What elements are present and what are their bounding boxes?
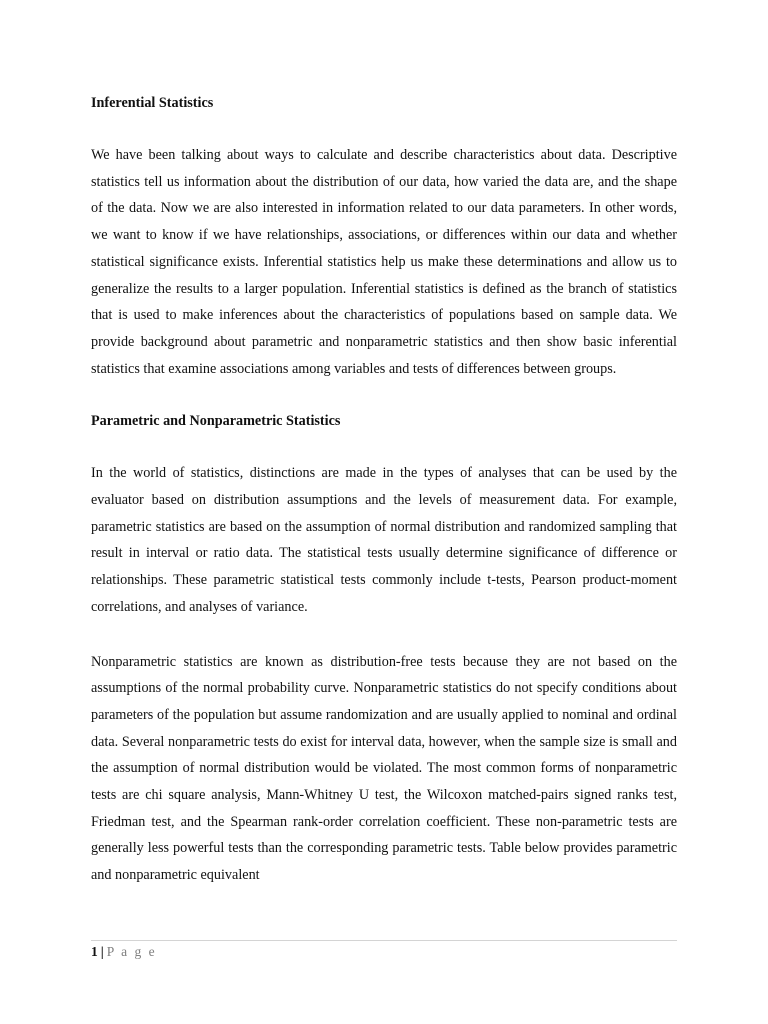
page-number: 1 bbox=[91, 944, 98, 959]
section-heading-inferential-statistics: Inferential Statistics bbox=[91, 95, 214, 111]
document-body bbox=[91, 92, 677, 889]
footer-divider bbox=[91, 940, 677, 941]
paragraph-inferential-intro: We have been talking about ways to calculate and describe characteristics about data. Descriptive statistics tell us information about the distribution of our data, how varied the data are, and the shape of the data. Now we are also interested in information related to our data parameters. In other words, we want to know if we have relationships, associations, or differences within our data and whether statistical significance exists. Inferential statistics help us make these determinations and allow us to generalize the results to a larger population. Inferential statistics is defined as the branch of statistics that is used to make inferences about the characteristics of populations based on sample data. We provide background about parametric and nonparametric statistics and then show basic inferential statistics that examine associations among variables and tests of differences between groups. bbox=[91, 147, 677, 377]
paragraph-parametric: In the world of statistics, distinctions are made in the types of analyses that can be used by the evaluator based on distribution assumptions and the levels of measurement data. For example, parametric statistics are based on the assumption of normal distribution and randomized sampling that result in interval or ratio data. The statistical tests usually determine significance of difference or relationships. These parametric statistical tests commonly include t-tests, Pearson product-moment correlations, and analyses of variance. bbox=[91, 465, 677, 615]
page-footer bbox=[91, 943, 157, 961]
footer-separator: | bbox=[100, 944, 104, 959]
paragraph-nonparametric: Nonparametric statistics are known as distribution-free tests because they are not based on the assumptions of the normal probability curve. Nonparametric statistics do not specify conditions about parameters of the population but assume randomization and are usually applied to nominal and ordinal data. Several nonparametric tests do exist for interval data, however, when the sample size is small and the assumption of normal distribution would be violated. The most common forms of nonparametric tests are chi square analysis, Mann-Whitney U test, the Wilcoxon matched-pairs signed ranks test, Friedman test, and the Spearman rank-order correlation coefficient. These non-parametric tests are generally less powerful tests than the corresponding parametric tests. Table below provides parametric and nonparametric equivalent bbox=[91, 653, 677, 884]
page-label: P a g e bbox=[106, 944, 157, 959]
section-heading-parametric-nonparametric: Parametric and Nonparametric Statistics bbox=[91, 413, 341, 430]
